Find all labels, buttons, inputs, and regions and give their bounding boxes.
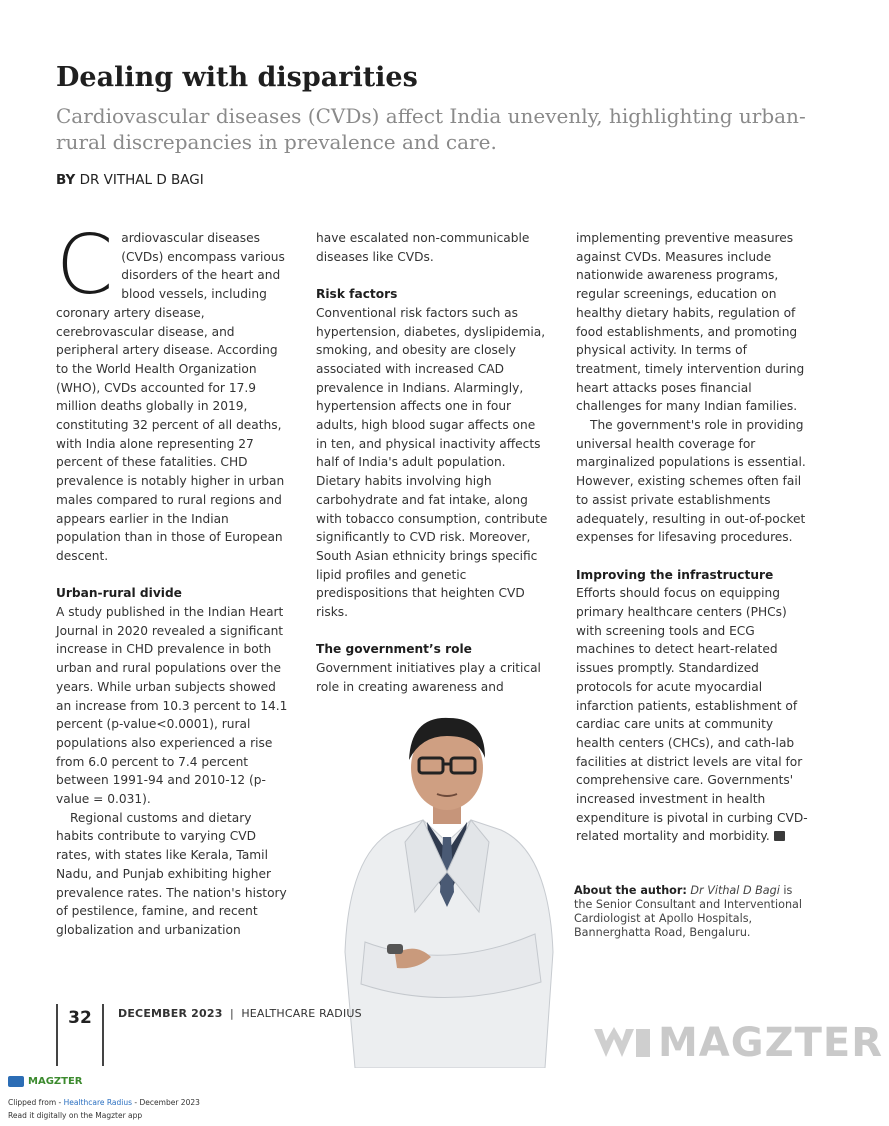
end-mark-icon — [774, 831, 785, 841]
folio-line — [118, 1007, 362, 1020]
magzter-logo-icon — [592, 1025, 652, 1061]
article-column-2 — [316, 229, 548, 697]
footer-clipped-suffix: - December 2023 — [132, 1098, 200, 1107]
footer-brand: MAGZTER — [28, 1076, 83, 1087]
paragraph-risk: Conventional risk factors such as hypertension, diabetes, dyslipidemia, smoking, and obesity are closely associated with increased CAD prevalence in Indians. Alarmingly, hypertension affects one in four adults, high blood sugar affects one in ten, and physical inactivity affects half of India's adult population. Dietary habits involving high carbohydrate and fat intake, along with tobacco consumption, contribute significantly to CVD risk. Moreover, South Asian ethnicity brings specific lipid profiles and genetic predispositions that heighten CVD risks. — [316, 305, 548, 620]
section-heading-infrastructure: Improving the infrastructure — [576, 567, 774, 582]
byline — [56, 172, 204, 188]
folio-date: DECEMBER 2023 — [118, 1007, 223, 1020]
paragraph-study: A study published in the Indian Heart Journal in 2020 revealed a significant increase in CHD prevalence in both urban and rural populations over the years. While urban subjects showed an increase from 10.3 percent to 14.1 percent (p-value<0.0001), rural populations also experienced a rise from 6.0 percent to 7.4 percent between 1991-94 and 2010-12 (p-value = 0.031). — [56, 605, 288, 807]
byline-author: DR VITHAL D BAGI — [75, 172, 204, 188]
section-heading-government-role: The government’s role — [316, 642, 472, 657]
section-heading-risk-factors: Risk factors — [316, 287, 398, 302]
article-column-1 — [56, 218, 288, 940]
folio-publication: HEALTHCARE RADIUS — [241, 1007, 362, 1020]
magzter-small-icon — [8, 1076, 24, 1087]
article-dek: Cardiovascular diseases (CVDs) affect India unevenly, highlighting urban-rural discrepancies in prevalence and care. — [56, 104, 806, 154]
paragraph-regional: Regional customs and dietary habits contribute to varying CVD rates, with states like Kerala, Tamil Nadu, and Punjab exhibiting higher prevalence rates. The nation's history of pestilence, famine, and recent globalization and urbanization — [56, 810, 287, 937]
footer-publication-link[interactable]: Healthcare Radius — [63, 1098, 133, 1107]
drop-cap: C — [56, 218, 114, 313]
footer-clipped-prefix: Clipped from - — [8, 1098, 64, 1107]
folio-separator: | — [230, 1007, 234, 1020]
article-headline: Dealing with disparities — [56, 62, 418, 93]
footer-read-line: Read it digitally on the Magzter app — [8, 1111, 143, 1120]
footer-clipped-line — [8, 1098, 200, 1107]
author-portrait — [335, 702, 560, 1068]
paragraph-coverage: The government's role in providing universal health coverage for marginalized populations is essential. However, existing schemes often fail to assist private establishments adequately, resulting in out-of-pocket expenses for lifesaving procedures. — [576, 418, 806, 545]
page-number: 32 — [68, 1008, 92, 1028]
magzter-watermark — [592, 1020, 883, 1066]
about-author-name: Dr Vithal D Bagi — [690, 884, 780, 897]
article-column-3 — [576, 229, 808, 846]
magzter-watermark-text: MAGZTER — [658, 1020, 884, 1066]
footer-logo — [8, 1076, 83, 1087]
paragraph-infrastructure-text: Efforts should focus on equipping primary healthcare centers (PHCs) with screening tools and ECG machines to detect heart-related issues promptly. Standardized protocols for acute myocardial infarction patients, establishment of cardiac care units at community health centers (CHCs), and cath-lab facilities at district levels are vital for comprehensive care. Governments' increased investment in health expenditure is pivotal in curbing CVD-related mortality and morbidity. — [576, 586, 808, 844]
paragraph-government: Government initiatives play a critical role in creating awareness and — [316, 661, 541, 694]
about-label: About the author: — [574, 884, 687, 897]
intro-paragraph: ardiovascular diseases (CVDs) encompass various disorders of the heart and blood vessels, including coronary artery disease, cerebrovascular disease, and peripheral artery disease. According to the World Health Organization (WHO), CVDs accounted for 17.9 million deaths globally in 2019, constituting 32 percent of all deaths, with India alone representing 27 percent of these fatalities. CHD prevalence is notably higher in urban males compared to rural regions and appears earlier in the Indian population than in those of European descent. — [56, 231, 285, 563]
paragraph-infrastructure — [576, 584, 808, 846]
paragraph-continued: have escalated non-communicable diseases like CVDs. — [316, 231, 530, 264]
section-heading-urban-rural: Urban-rural divide — [56, 586, 182, 601]
paragraph-measures: implementing preventive measures against CVDs. Measures include nationwide awareness programs, regular screenings, education on healthy dietary habits, regulation of food establishments, and promoting physical activity. In terms of treatment, timely intervention during heart attacks poses financial challenges for many Indian families. — [576, 231, 805, 414]
about-author-bio: is the Senior Consultant and Interventional Cardiologist at Apollo Hospitals, Bannerghatta Road, Bengaluru. — [574, 884, 802, 939]
about-author — [574, 884, 804, 940]
byline-prefix: BY — [56, 172, 76, 188]
